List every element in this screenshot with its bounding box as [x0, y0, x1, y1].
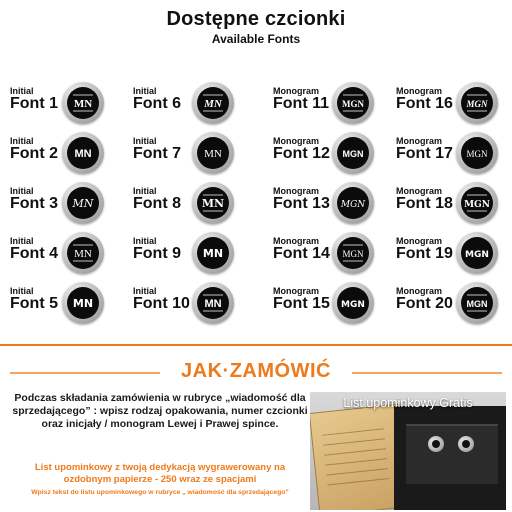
cufflink-sample-icon — [332, 232, 374, 274]
cufflink-sample-icon — [62, 232, 104, 274]
font-type-label: Monogram — [396, 236, 442, 246]
cufflink-sample-icon — [456, 232, 498, 274]
cufflink-sample-icon — [332, 132, 374, 174]
font-type-label: Monogram — [273, 286, 319, 296]
monogram-sample-text: MGN — [464, 200, 490, 210]
cufflink-right — [458, 436, 474, 452]
cufflink-sample-icon — [456, 182, 498, 224]
gift-letter-photo — [310, 392, 506, 510]
monogram-sample-text: MN — [74, 148, 92, 160]
font-number-label: Font 3 — [10, 195, 58, 212]
font-type-label: Monogram — [396, 286, 442, 296]
font-option — [133, 86, 257, 132]
font-type-label: Initial — [10, 136, 34, 146]
font-option — [133, 136, 257, 182]
gift-photo-label: List upominkowy Gratis — [343, 396, 473, 410]
page-title: Dostępne czcionki — [166, 8, 346, 30]
monogram-sample-text: MGN — [466, 149, 488, 159]
monogram-sample-text: MN — [204, 98, 222, 110]
font-option — [396, 186, 512, 232]
font-option — [273, 186, 397, 232]
font-type-label: Initial — [133, 286, 157, 296]
font-option — [10, 86, 134, 132]
cufflink-sample-icon — [62, 132, 104, 174]
cufflink-sample-icon — [192, 82, 234, 124]
font-option — [396, 136, 512, 182]
font-type-label: Monogram — [396, 86, 442, 96]
font-option — [396, 86, 512, 132]
font-number-label: Font 12 — [273, 145, 330, 162]
gift-box-insert — [406, 424, 498, 484]
font-number-label: Font 7 — [133, 145, 181, 162]
font-type-label: Initial — [133, 186, 157, 196]
divider — [0, 344, 512, 346]
font-number-label: Font 19 — [396, 245, 453, 262]
monogram-sample-text: MN — [204, 148, 222, 160]
font-number-label: Font 11 — [273, 95, 330, 112]
monogram-sample-text: MN — [72, 297, 94, 310]
monogram-sample-text: MGN — [340, 200, 366, 210]
monogram-sample-text: MGN — [341, 300, 365, 310]
cufflink-sample-icon — [62, 82, 104, 124]
font-option — [273, 86, 397, 132]
cufflink-sample-icon — [192, 182, 234, 224]
font-type-label: Initial — [133, 86, 157, 96]
font-option — [10, 186, 134, 232]
font-option — [133, 186, 257, 232]
monogram-sample-text: MGN — [466, 99, 488, 109]
cufflink-sample-icon — [456, 282, 498, 324]
cufflink-sample-icon — [332, 82, 374, 124]
monogram-sample-text: MN — [74, 248, 92, 260]
font-type-label: Initial — [10, 186, 34, 196]
cufflink-sample-icon — [332, 182, 374, 224]
font-type-label: Initial — [133, 136, 157, 146]
font-number-label: Font 1 — [10, 95, 58, 112]
order-instructions: Podczas składania zamówienia w rubryce „wiadomość dla sprzedającego” : wpisz rodzaj opakowania, numer czcionki oraz inicjały / monogram Lewej i Prawej spince. — [12, 392, 308, 430]
how-to-order-title: JAK·ZAMÓWIĆ — [181, 360, 331, 382]
font-type-label: Monogram — [273, 186, 319, 196]
cufflink-sample-icon — [456, 82, 498, 124]
font-number-label: Font 10 — [133, 295, 190, 312]
font-option — [133, 236, 257, 282]
font-type-label: Monogram — [396, 136, 442, 146]
cufflink-sample-icon — [332, 282, 374, 324]
font-type-label: Monogram — [273, 86, 319, 96]
cufflink-sample-icon — [456, 132, 498, 174]
font-number-label: Font 17 — [396, 145, 453, 162]
font-option — [133, 286, 257, 332]
font-type-label: Initial — [10, 86, 34, 96]
monogram-sample-text: MGN — [465, 250, 489, 260]
font-option — [396, 286, 512, 332]
font-type-label: Initial — [10, 286, 34, 296]
font-number-label: Font 14 — [273, 245, 330, 262]
font-type-label: Initial — [10, 236, 34, 246]
font-number-label: Font 9 — [133, 245, 181, 262]
monogram-sample-text: MGN — [342, 249, 364, 259]
monogram-sample-text: MN — [202, 247, 224, 260]
font-option — [10, 236, 134, 282]
monogram-sample-text: MN — [73, 98, 93, 110]
font-option — [10, 136, 134, 182]
font-type-label: Monogram — [273, 236, 319, 246]
cufflink-sample-icon — [192, 282, 234, 324]
cufflink-left — [428, 436, 444, 452]
font-number-label: Font 13 — [273, 195, 330, 212]
font-number-label: Font 8 — [133, 195, 181, 212]
monogram-sample-text: MN — [204, 298, 222, 310]
gift-letter-note: Wpisz tekst do listu upominkowego w rubryce „ wiadomość dla sprzedającego” — [31, 489, 289, 496]
font-type-label: Monogram — [273, 136, 319, 146]
font-number-label: Font 2 — [10, 145, 58, 162]
monogram-sample-text: MN — [72, 197, 94, 210]
font-number-label: Font 5 — [10, 295, 58, 312]
font-number-label: Font 16 — [396, 95, 453, 112]
monogram-sample-text: MGN — [342, 99, 364, 109]
font-option — [273, 136, 397, 182]
cufflink-sample-icon — [192, 232, 234, 274]
font-number-label: Font 4 — [10, 245, 58, 262]
cufflink-sample-icon — [62, 282, 104, 324]
font-number-label: Font 15 — [273, 295, 330, 312]
font-number-label: Font 20 — [396, 295, 453, 312]
monogram-sample-text: MN — [201, 197, 225, 210]
monogram-sample-text: MGN — [342, 149, 364, 159]
page-subtitle: Available Fonts — [211, 32, 301, 46]
font-option — [273, 286, 397, 332]
font-option — [273, 236, 397, 282]
font-option — [10, 286, 134, 332]
font-option — [396, 236, 512, 282]
cufflink-sample-icon — [192, 132, 234, 174]
font-number-label: Font 6 — [133, 95, 181, 112]
font-type-label: Initial — [133, 236, 157, 246]
monogram-sample-text: MGN — [466, 299, 488, 309]
gift-letter-text: List upominkowy z twoją dedykacją wygrawerowany na ozdobnym papierze - 250 wraz ze spacjami — [34, 462, 286, 485]
cufflink-sample-icon — [62, 182, 104, 224]
font-type-label: Monogram — [396, 186, 442, 196]
font-number-label: Font 18 — [396, 195, 453, 212]
